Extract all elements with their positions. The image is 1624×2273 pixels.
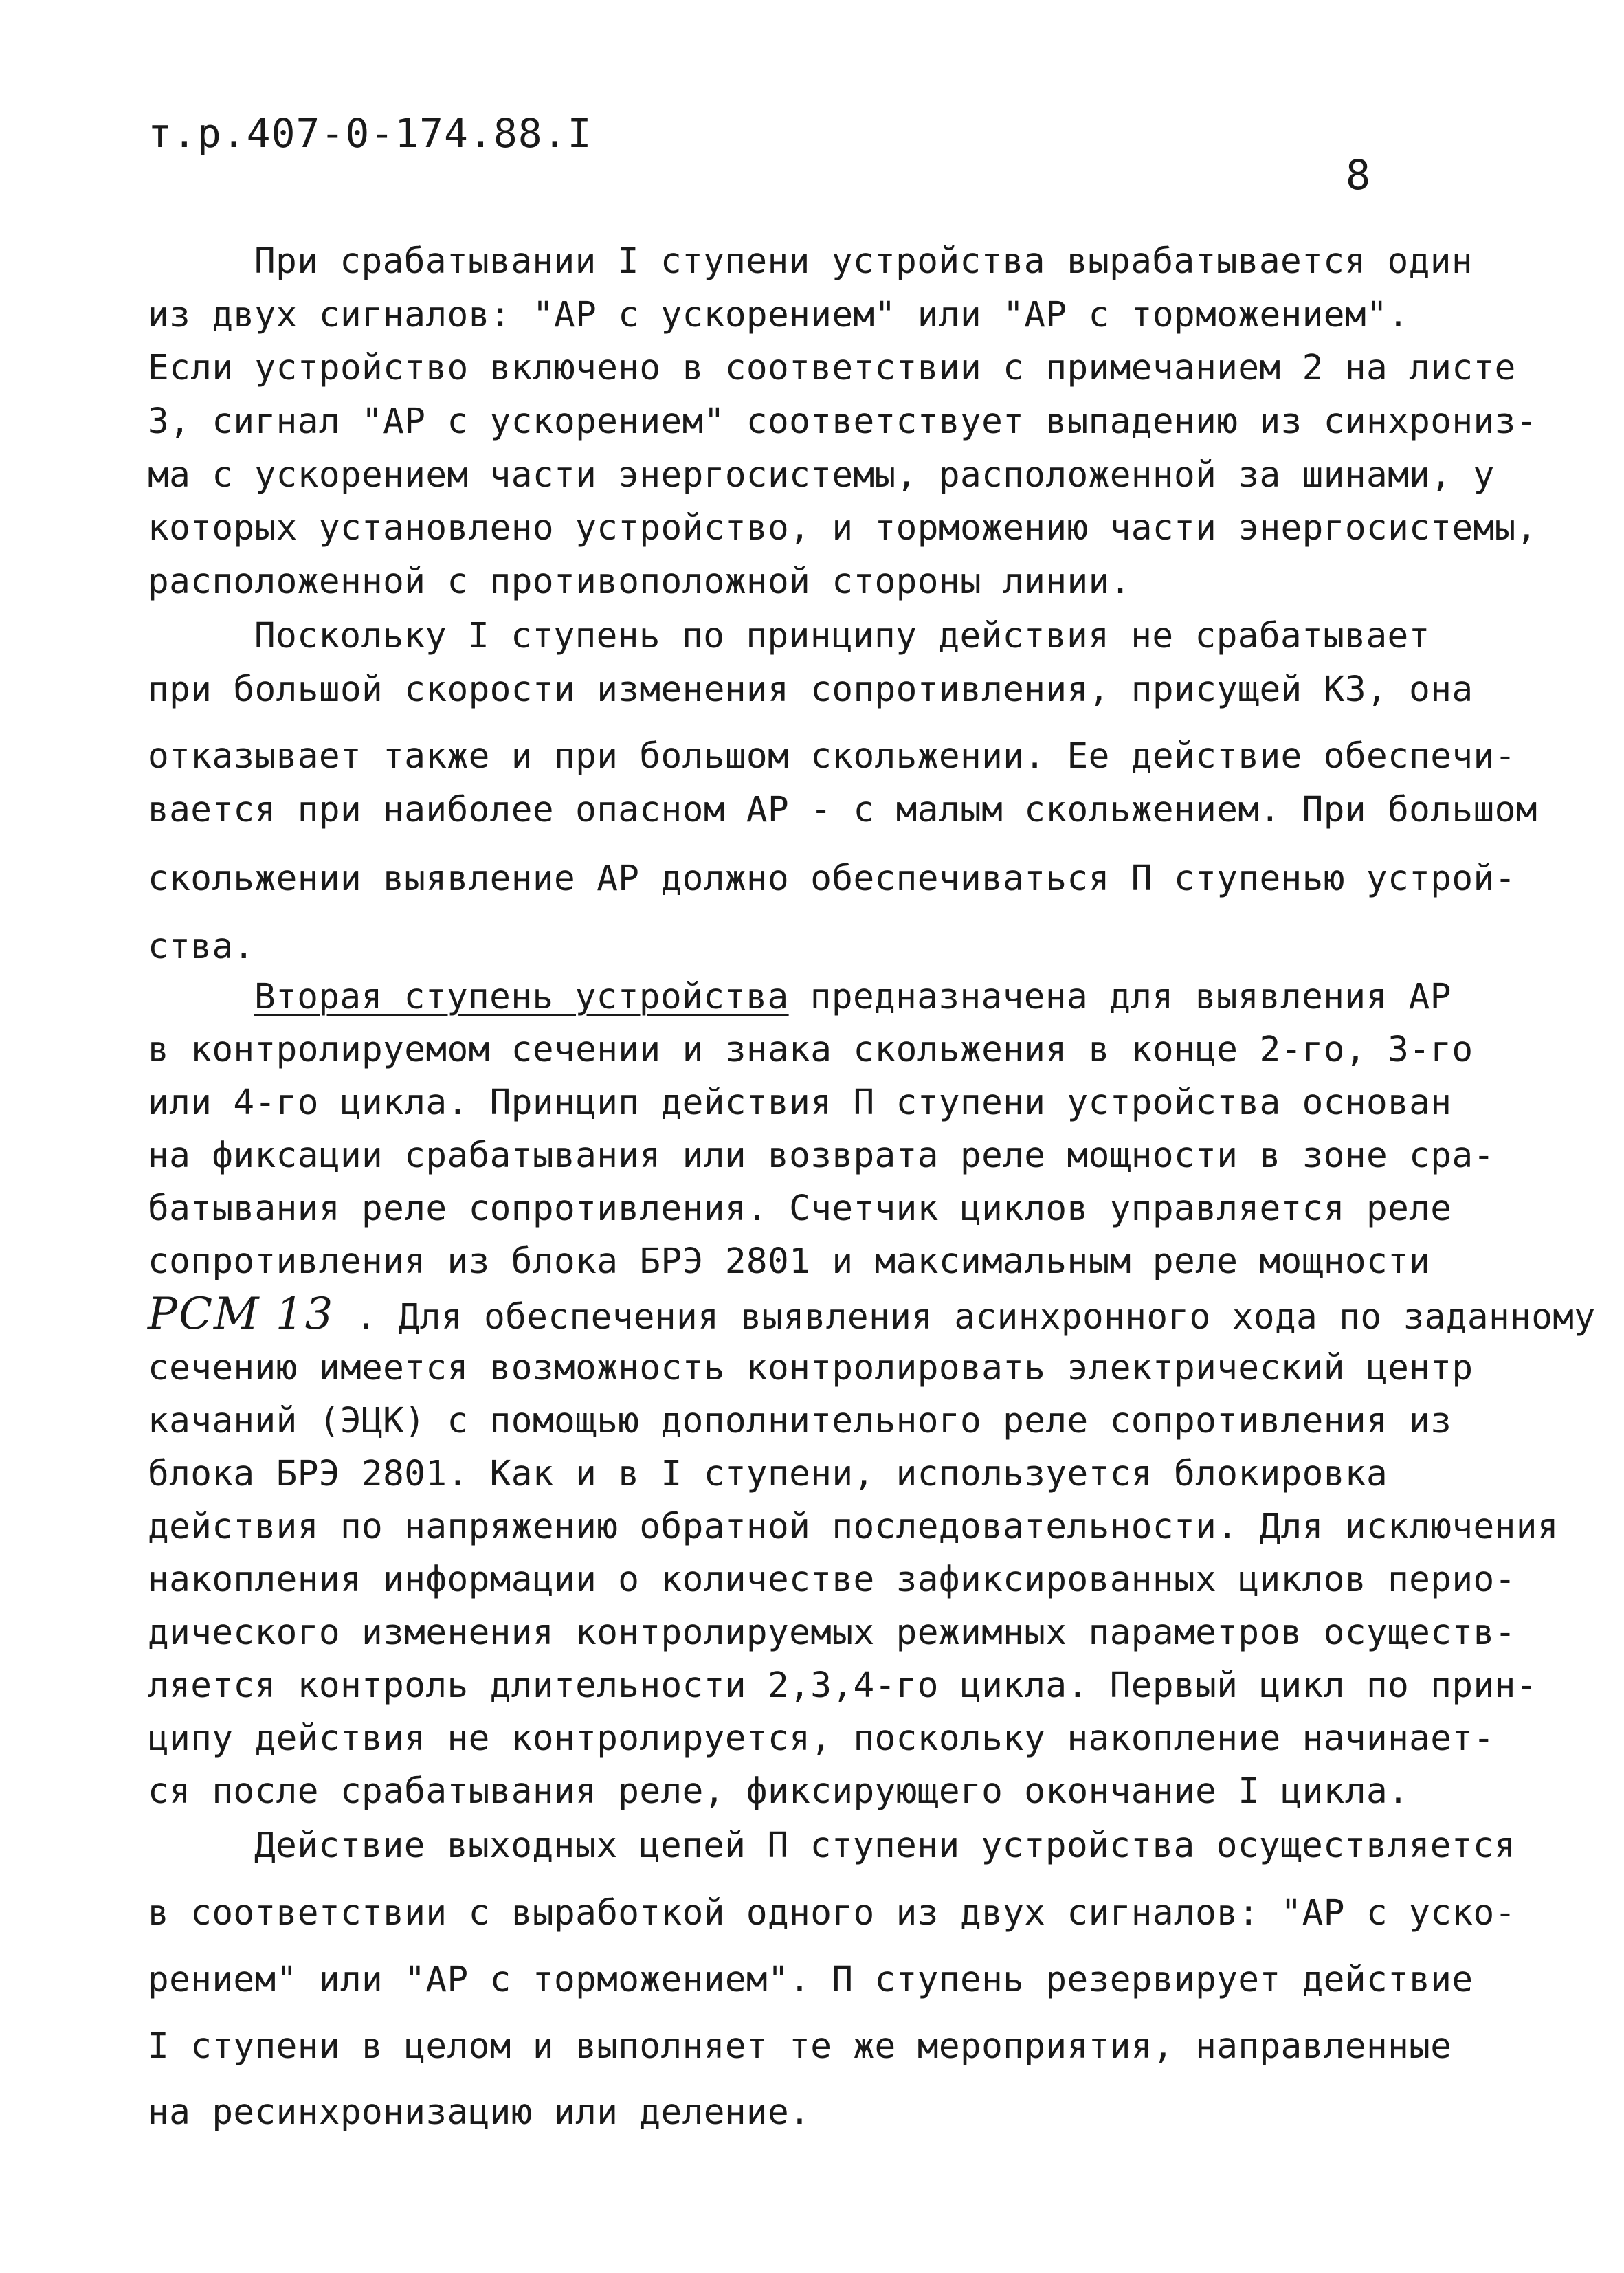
section-heading: Вторая ступень устройства <box>254 977 789 1017</box>
text-line: дического изменения контролируемых режимных параметров осуществ- <box>148 1612 1516 1653</box>
text-line: ципу действия не контролируется, поскольку накопление начинает- <box>148 1718 1495 1759</box>
text-line <box>254 977 1451 1017</box>
text-line: скольжении выявление АР должно обеспечиваться П ступенью устрой- <box>148 858 1516 899</box>
page-number: 8 <box>1346 151 1371 199</box>
document-code: т.р.407-0-174.88.I <box>148 110 592 157</box>
text-line: на ресинхронизацию или деление. <box>148 2092 811 2133</box>
text-line: в соответствии с выработкой одного из двух сигналов: "АР с уско- <box>148 1893 1516 1933</box>
text-line: I ступени в целом и выполняет те же мероприятия, направленные <box>148 2026 1452 2067</box>
text-line <box>148 1289 1596 1340</box>
text-line: ся после срабатывания реле, фиксирующего окончание I цикла. <box>148 1771 1410 1812</box>
text-line: накопления информации о количестве зафиксированных циклов перио- <box>148 1560 1516 1600</box>
text-line: из двух сигналов: "АР с ускорением" или "АР с торможением". <box>148 295 1410 335</box>
text-line: Если устройство включено в соответствии с примечанием 2 на листе <box>148 348 1516 388</box>
text-line: которых установлено устройство, и торможению части энергосистемы, <box>148 508 1537 548</box>
text-line: при большой скорости изменения сопротивления, присущей КЗ, она <box>148 669 1473 710</box>
text-run: предназначена для выявления АР <box>788 977 1451 1017</box>
text-line: рением" или "АР с торможением". П ступень резервирует действие <box>148 1960 1473 2000</box>
text-line: в контролируемом сечении и знака скольжения в конце 2-го, 3-го <box>148 1030 1473 1070</box>
text-line: действия по напряжению обратной последовательности. Для исключения <box>148 1507 1559 1547</box>
text-run: . Для обеспечения выявления асинхронного хода по заданному <box>334 1297 1596 1338</box>
text-line: Действие выходных цепей П ступени устройства осуществляется <box>254 1826 1516 1866</box>
text-line: ства. <box>148 927 255 967</box>
text-line: Поскольку I ступень по принципу действия не срабатывает <box>254 616 1430 656</box>
text-line: сечению имеется возможность контролировать электрический центр <box>148 1348 1473 1388</box>
text-line: блока БРЭ 2801. Как и в I ступени, используется блокировка <box>148 1454 1388 1494</box>
handwritten-relay-code: РСМ 13 <box>148 1289 335 1340</box>
text-line: ляется контроль длительности 2,3,4-го цикла. Первый цикл по прин- <box>148 1665 1537 1706</box>
text-line: ма с ускорением части энергосистемы, расположенной за шинами, у <box>148 455 1495 496</box>
text-line: При срабатывании I ступени устройства вырабатывается один <box>254 241 1473 282</box>
text-line: сопротивления из блока БРЭ 2801 и максимальным реле мощности <box>148 1241 1431 1282</box>
text-line: на фиксации срабатывания или возврата реле мощности в зоне сра- <box>148 1135 1495 1176</box>
text-line: отказывает также и при большом скольжении. Ее действие обеспечи- <box>148 736 1516 777</box>
text-line: 3, сигнал "АР с ускорением" соответствует выпадению из синхрониз- <box>148 401 1537 442</box>
text-line: расположенной с противоположной стороны линии. <box>148 562 1131 602</box>
text-line: или 4-го цикла. Принцип действия П ступени устройства основан <box>148 1083 1452 1123</box>
text-line: батывания реле сопротивления. Счетчик циклов управляется реле <box>148 1188 1452 1229</box>
text-line: качаний (ЭЦК) с помощью дополнительного реле сопротивления из <box>148 1401 1452 1441</box>
text-line: вается при наиболее опасном АР - с малым скольжением. При большом <box>148 790 1537 830</box>
